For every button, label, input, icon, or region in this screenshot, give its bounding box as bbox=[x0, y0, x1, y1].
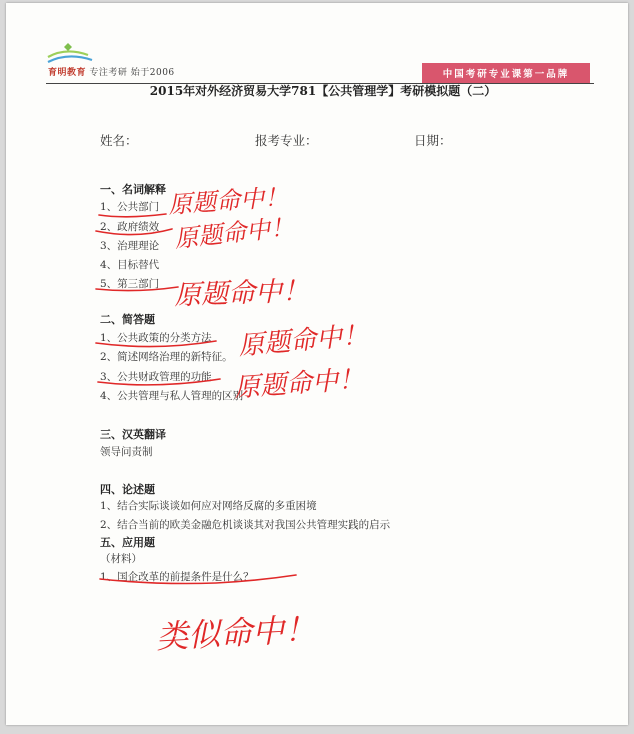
list-item: 2、简述网络治理的新特征。 bbox=[100, 351, 233, 363]
handwritten-annotation: 原题命中！ bbox=[233, 364, 366, 404]
list-item: 1、结合实际谈谈如何应对网络反腐的多重困境 bbox=[100, 500, 317, 512]
handwritten-annotation: 原题命中！ bbox=[173, 212, 296, 254]
exam-page bbox=[6, 3, 628, 725]
list-item: 5、第三部门 bbox=[100, 278, 160, 290]
list-item: 领导问责制 bbox=[100, 446, 153, 458]
list-item: 3、公共财政管理的功能 bbox=[100, 371, 212, 383]
list-item: 4、目标替代 bbox=[100, 259, 160, 271]
logo-text bbox=[48, 65, 175, 78]
section-title: 一、名词解释 bbox=[100, 183, 166, 196]
page-title: 2015年对外经济贸易大学781【公共管理学】考研模拟题（二） bbox=[149, 84, 497, 98]
major-field-label: 报考专业： bbox=[255, 133, 318, 148]
handwritten-annotation: 原题命中！ bbox=[237, 320, 370, 362]
section-title: 四、论述题 bbox=[100, 483, 155, 496]
logo-slogan: 专注考研 始于2006 bbox=[89, 68, 175, 78]
list-item: 2、政府绩效 bbox=[100, 221, 160, 233]
handwritten-annotation: 原题命中！ bbox=[167, 182, 290, 220]
list-item: 1、公共部门 bbox=[100, 201, 160, 213]
section-title: 三、汉英翻译 bbox=[100, 428, 166, 441]
section-title: 二、简答题 bbox=[100, 313, 155, 326]
handwritten-annotation: 原题命中！ bbox=[173, 275, 310, 312]
list-item: 1、公共政策的分类方法 bbox=[100, 332, 212, 344]
list-item: 3、治理理论 bbox=[100, 240, 160, 252]
date-field-label: 日期： bbox=[414, 133, 452, 148]
header-banner: 中国考研专业课第一品牌 bbox=[422, 63, 590, 83]
logo-brand: 育明教育 bbox=[48, 68, 87, 78]
section-title: 五、应用题 bbox=[100, 536, 155, 549]
list-item: 2、结合当前的欧美金融危机谈谈其对我国公共管理实践的启示 bbox=[100, 519, 391, 531]
handwritten-annotation: 类似命中！ bbox=[155, 609, 318, 657]
material-note: （材料） bbox=[100, 553, 142, 565]
list-item: 4、公共管理与私人管理的区别 bbox=[100, 390, 244, 402]
list-item: 1、国企改革的前提条件是什么？ bbox=[100, 571, 254, 583]
name-field-label: 姓名： bbox=[100, 133, 138, 148]
